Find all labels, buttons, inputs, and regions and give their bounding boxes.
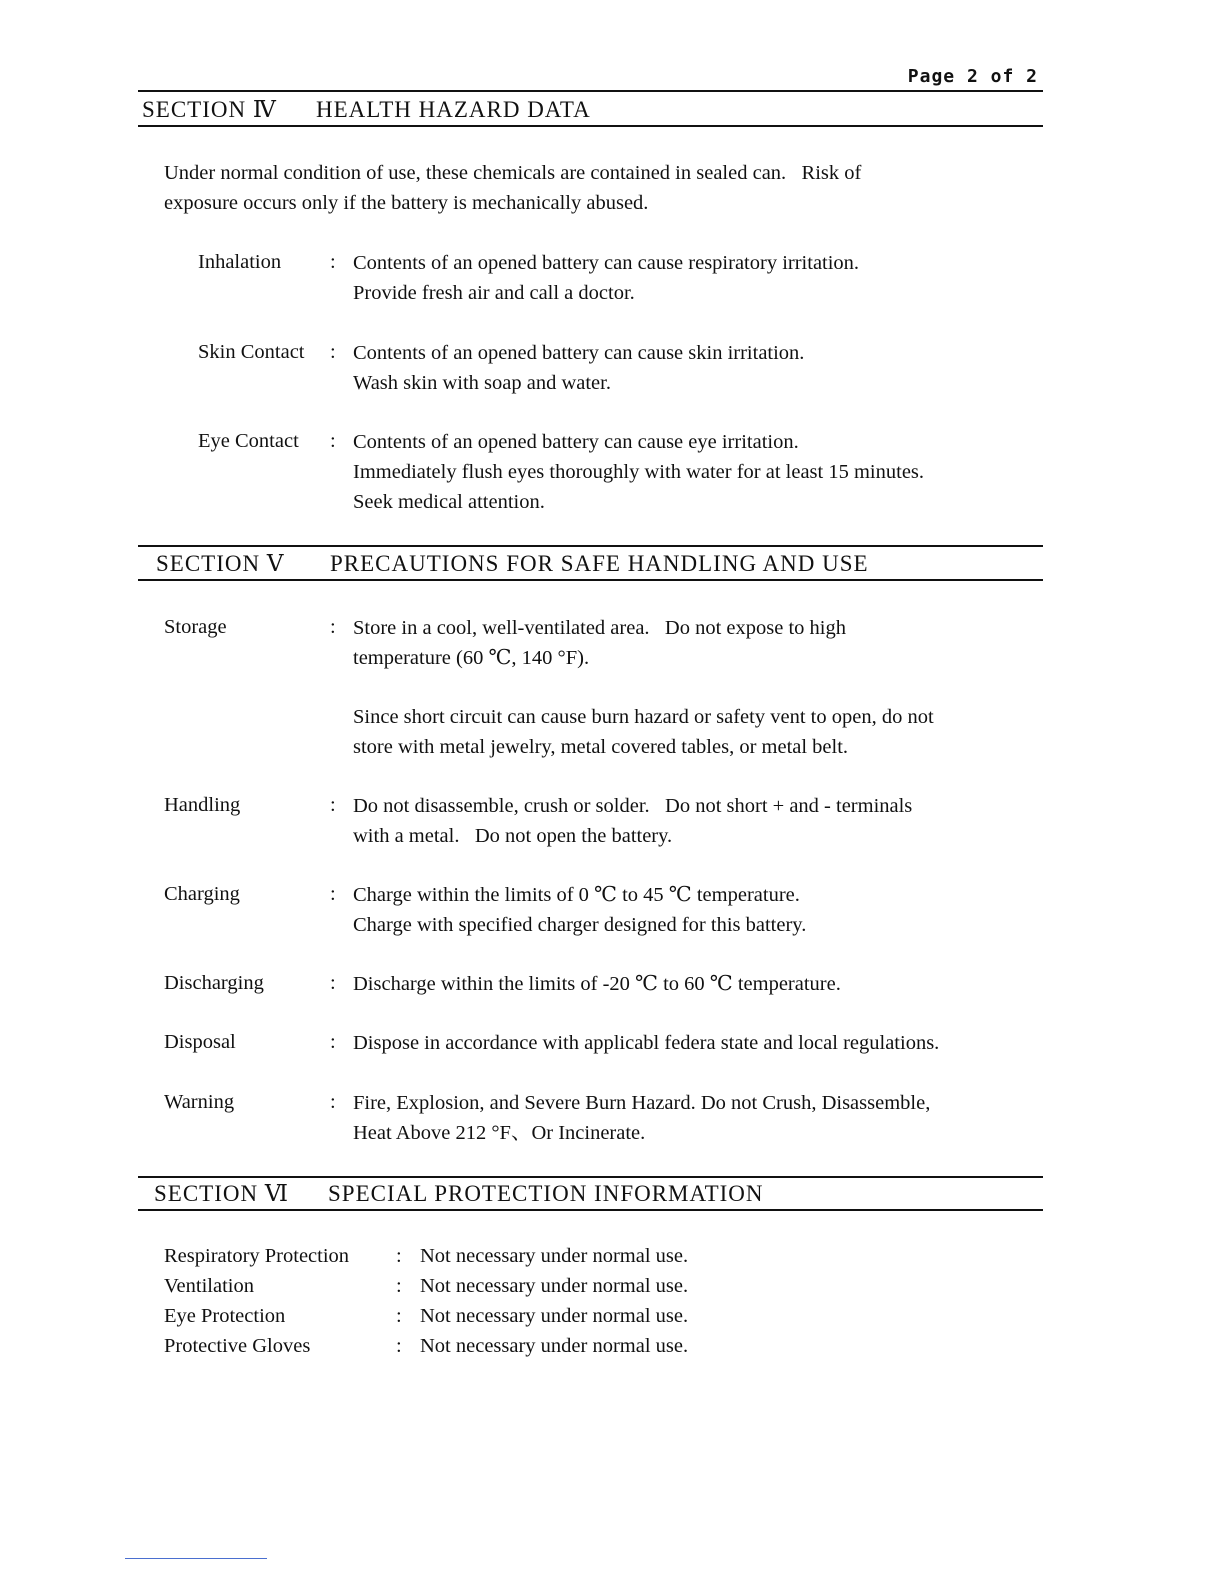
text-line: Immediately flush eyes thoroughly with water for at least 15 minutes. [353, 461, 925, 483]
colon: : [330, 1091, 336, 1113]
section5-title: PRECAUTIONS FOR SAFE HANDLING AND USE [330, 551, 869, 576]
disposal-text [353, 1028, 939, 1058]
text-line: Dispose in accordance with applicabl federa state and local regulations. [353, 1032, 940, 1054]
text-line: Discharge within the limits of -20 ℃ to 60 ℃ temperature. [353, 973, 841, 995]
colon: : [330, 1031, 336, 1053]
text-line: store with metal jewelry, metal covered tables, or metal belt. [353, 736, 849, 758]
warning-text [353, 1088, 930, 1148]
eye-protection-value: Not necessary under normal use. [420, 1305, 689, 1327]
intro-line: exposure occurs only if the battery is mechanically abused. [164, 192, 649, 214]
section5-top-rule [138, 545, 1043, 547]
storage-text [353, 613, 846, 673]
intro-line: Under normal condition of use, these chemicals are contained in sealed can. Risk of [164, 162, 862, 184]
ventilation-value: Not necessary under normal use. [420, 1275, 689, 1297]
text-line: Charge within the limits of 0 ℃ to 45 ℃ temperature. [353, 884, 800, 906]
text-line: Contents of an opened battery can cause skin irritation. [353, 342, 805, 364]
text-line: Seek medical attention. [353, 491, 545, 513]
eye-contact-label: Eye Contact [198, 430, 299, 452]
eye-protection-label: Eye Protection [164, 1305, 286, 1327]
text-line: temperature (60 ℃, 140 °F). [353, 647, 590, 669]
handling-text [353, 791, 912, 851]
text-line: Contents of an opened battery can cause eye irritation. [353, 431, 799, 453]
colon: : [330, 341, 336, 363]
header-rule [138, 90, 1043, 92]
colon: : [396, 1305, 402, 1327]
charging-label: Charging [164, 883, 240, 905]
footer-mark [125, 1558, 267, 1559]
handling-label: Handling [164, 794, 241, 816]
text-line: with a metal. Do not open the battery. [353, 825, 673, 847]
colon: : [396, 1245, 402, 1267]
skin-contact-label: Skin Contact [198, 341, 305, 363]
eye-contact-text [353, 427, 924, 517]
text-line: Do not disassemble, crush or solder. Do not short + and - terminals [353, 795, 913, 817]
section4-title: HEALTH HAZARD DATA [316, 97, 591, 122]
text-line: Store in a cool, well-ventilated area. Do not expose to high [353, 617, 847, 639]
section5-number: SECTION Ⅴ [156, 551, 285, 576]
skin-contact-text [353, 338, 804, 398]
text-line: Charge with specified charger designed for this battery. [353, 914, 807, 936]
colon: : [396, 1335, 402, 1357]
storage-text-2 [353, 702, 934, 762]
text-line: Wash skin with soap and water. [353, 372, 611, 394]
disposal-label: Disposal [164, 1031, 236, 1053]
section4-number: SECTION Ⅳ [142, 97, 277, 122]
colon: : [330, 972, 336, 994]
section4-intro [164, 158, 861, 218]
ventilation-label: Ventilation [164, 1275, 254, 1297]
warning-label: Warning [164, 1091, 235, 1113]
text-line: Contents of an opened battery can cause respiratory irritation. [353, 252, 860, 274]
protective-gloves-value: Not necessary under normal use. [420, 1335, 689, 1357]
section5-rule [138, 579, 1043, 581]
text-line: Fire, Explosion, and Severe Burn Hazard. Do not Crush, Disassemble, [353, 1092, 931, 1114]
text-line: Provide fresh air and call a doctor. [353, 282, 635, 304]
colon: : [330, 794, 336, 816]
colon: : [330, 883, 336, 905]
text-line: Heat Above 212 °F、Or Incinerate. [353, 1122, 646, 1144]
respiratory-protection-value: Not necessary under normal use. [420, 1245, 689, 1267]
inhalation-text [353, 248, 859, 308]
inhalation-label: Inhalation [198, 251, 282, 273]
colon: : [330, 251, 336, 273]
colon: : [330, 430, 336, 452]
protective-gloves-label: Protective Gloves [164, 1335, 311, 1357]
discharging-label: Discharging [164, 972, 264, 994]
section6-rule [138, 1209, 1043, 1211]
respiratory-protection-label: Respiratory Protection [164, 1245, 350, 1267]
section4-rule [138, 125, 1043, 127]
storage-label: Storage [164, 616, 227, 638]
section6-number: SECTION Ⅵ [154, 1181, 289, 1206]
section6-top-rule [138, 1176, 1043, 1178]
page-number: Page 2 of 2 [907, 66, 1038, 87]
colon: : [330, 616, 336, 638]
text-line: Since short circuit can cause burn hazard or safety vent to open, do not [353, 706, 934, 728]
section6-title: SPECIAL PROTECTION INFORMATION [328, 1181, 764, 1206]
discharging-text [353, 969, 841, 999]
colon: : [396, 1275, 402, 1297]
charging-text [353, 880, 806, 940]
